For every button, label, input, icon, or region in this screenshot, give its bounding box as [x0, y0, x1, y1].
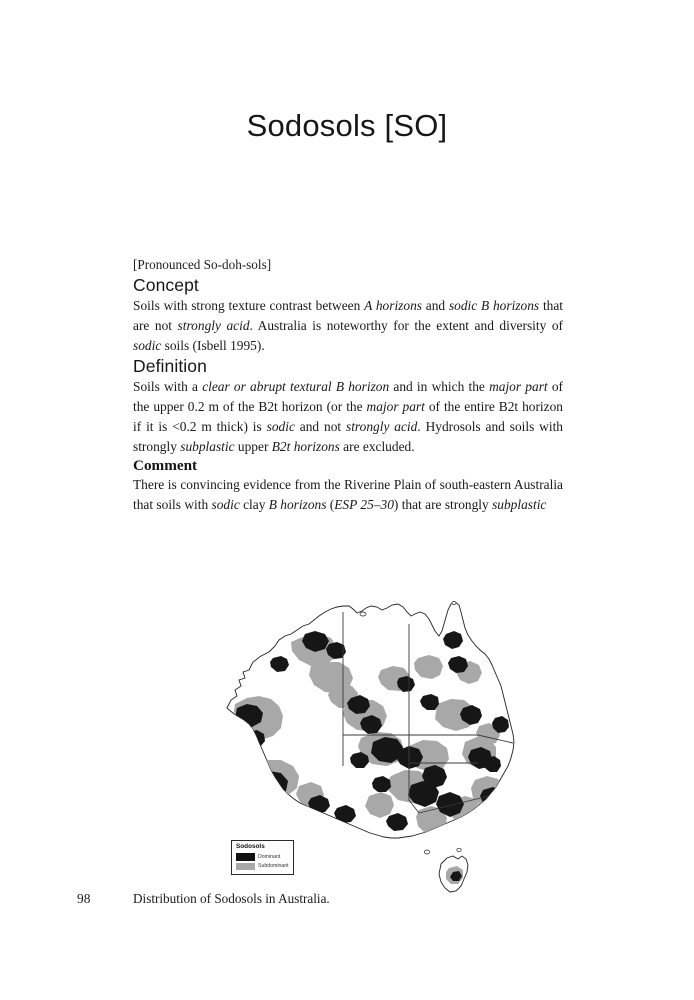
term-esp: ESP 25–30: [334, 497, 394, 513]
map-legend: [231, 840, 294, 875]
term-b2t-horizons: B2t horizons: [271, 438, 340, 454]
term-major-part-2: major part: [366, 398, 425, 414]
tasmania: [439, 856, 468, 892]
term-clear-abrupt-textural-b: clear or abrupt textural B horizon: [202, 378, 390, 394]
term-a-horizons: A horizons: [364, 297, 422, 313]
heading-concept: Concept: [133, 274, 199, 295]
legend-label-dominant: Dominant: [258, 853, 281, 860]
term-sodic-2: sodic: [266, 418, 295, 434]
term-strongly-acid: strongly acid: [177, 317, 250, 333]
legend-swatch-subdominant: [236, 863, 255, 871]
heading-comment: Comment: [133, 457, 198, 475]
term-sodic-b-horizons: sodic B horizons: [448, 297, 540, 313]
term-subplastic-2: subplastic: [492, 497, 547, 513]
term-b-horizons: B horizons: [268, 497, 327, 513]
term-subplastic: subplastic: [180, 438, 235, 454]
term-sodic: sodic: [133, 337, 162, 353]
legend-title: Sodosols: [236, 843, 265, 850]
page-number: 98: [77, 891, 91, 906]
text-column: [133, 255, 563, 515]
paragraph-comment: There is convincing evidence from the Riverine Plain of south-eastern Australia that soils with sodic clay B horizons (ESP 25–30) that are strongly subplastic: [133, 477, 563, 513]
heading-definition: Definition: [133, 355, 207, 376]
legend-swatch-dominant: [236, 853, 255, 861]
term-sodic-3: sodic: [211, 497, 240, 513]
page-footer: [77, 891, 577, 907]
figure-caption: Distribution of Sodosols in Australia.: [133, 891, 330, 906]
paragraph-concept: Soils with strong texture contrast between A horizons and sodic B horizons that are not strongly acid. Australia is noteworthy for the extent and diversity of sodic soils (Isbell 1995).: [133, 297, 564, 353]
pronunciation-note: [Pronounced So-doh-sols]: [133, 257, 272, 272]
term-major-part-1: major part: [489, 378, 548, 394]
legend-label-subdominant: Subdominant: [258, 863, 289, 870]
legend-row-dominant: [236, 853, 289, 861]
paragraph-definition: Soils with a clear or abrupt textural B horizon and in which the major part of the upper 0.2 m of the B2t horizon (or the major part of the entire B2t horizon if it is <0.2 m thick) is sodic and not strongly acid. Hydrosols and soils with strongly subplastic upper B2t horizons are excluded.: [133, 378, 563, 454]
legend-row-subdominant: [236, 863, 289, 871]
term-strongly-acid-2: strongly acid: [346, 418, 418, 434]
page-title: Sodosols [SO]: [246, 108, 448, 143]
